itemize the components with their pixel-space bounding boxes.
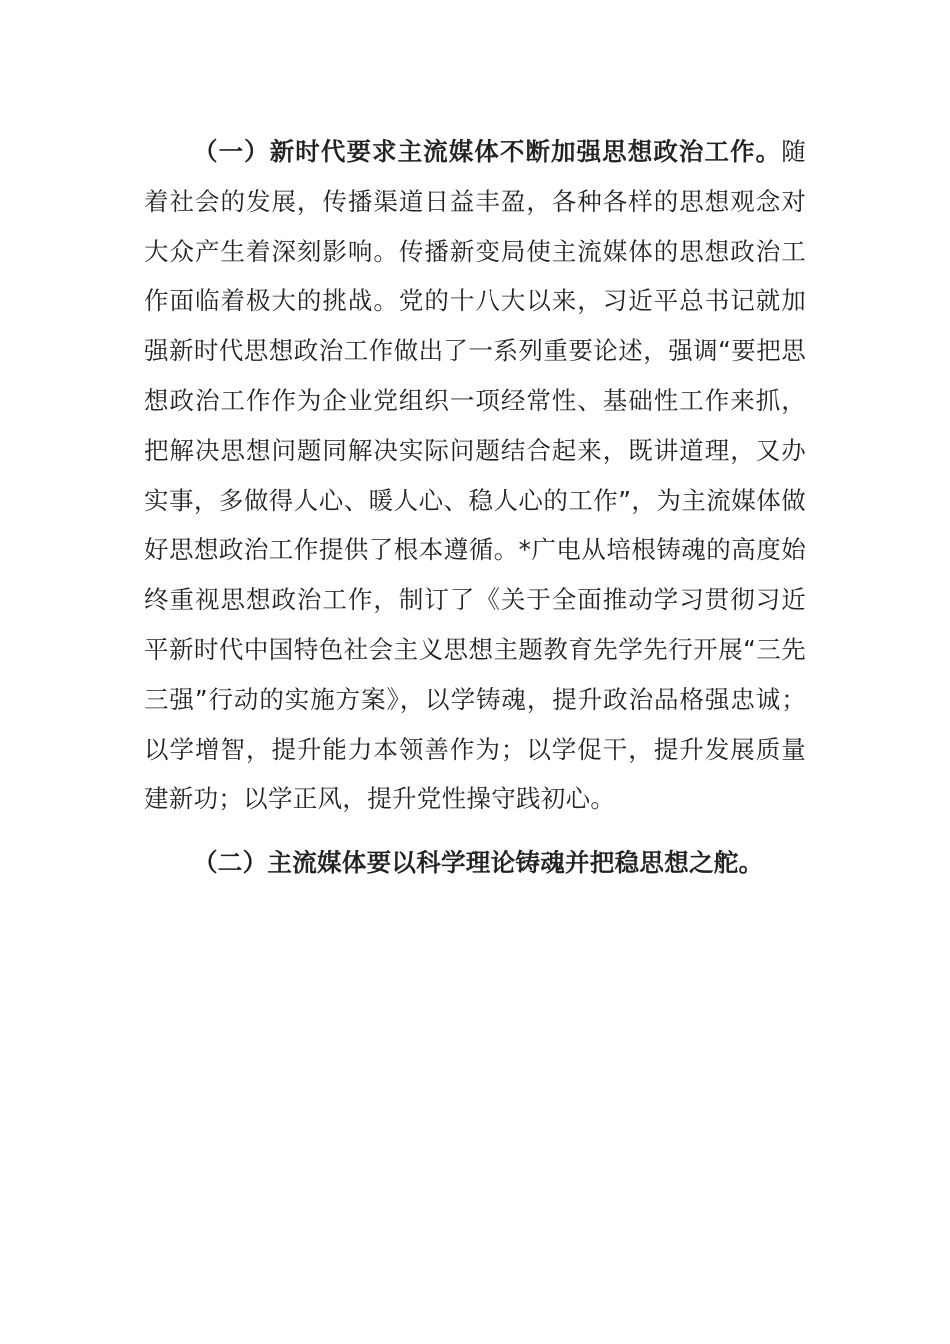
section-1-heading: （一）新时代要求主流媒体不断加强思想政治工作。	[193, 137, 782, 166]
section-2-heading: （二）主流媒体要以科学理论铸魂并把稳思想之舵。	[193, 848, 764, 878]
document-body	[144, 127, 806, 888]
section-1-body: 随着社会的发展，传播渠道日益丰盈，各种各样的思想观念对大众产生着深刻影响。传播新变局使主流媒体的思想政治工作面临着极大的挑战。党的十八大以来，习近平总书记就加强新时代思想政治工作做出了一系列重要论述，强调“要把思想政治工作作为企业党组织一项经常性、基础性工作来抓，把解决思想问题同解决实际问题结合起来，既讲道理，又办实事，多做得人心、暖人心、稳人心的工作”，为主流媒体做好思想政治工作提供了根本遵循。*广电从培根铸魂的高度始终重视思想政治工作，制订了《关于全面推动学习贯彻习近平新时代中国特色社会主义思想主题教育先学先行开展“三先三强”行动的实施方案》，以学铸魂，提升政治品格强忠诚；以学增智，提升能力本领善作为；以学促干，提升发展质量建新功；以学正风，提升党性操守践初心。	[144, 137, 806, 814]
paragraph-section-1	[144, 127, 806, 824]
paragraph-section-2	[144, 838, 806, 888]
